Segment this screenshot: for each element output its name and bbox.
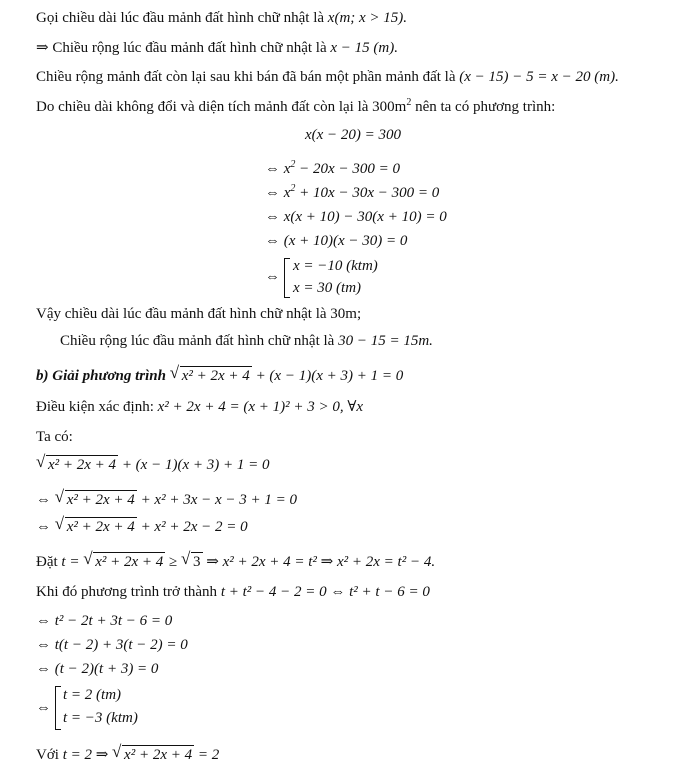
text-line-3 [36,67,619,87]
equation-5: ⇔ (x + 10)(x − 30) = 0 [265,233,408,249]
equation-3-b: + 10x − 30x − 300 = 0 [295,185,440,201]
f2-sqrt: √ x² + 2x + 4 [54,487,135,508]
transformed-line [36,582,430,602]
width-expr: x − 15 (m). [330,40,398,56]
text-line-4 [36,97,555,117]
substitution-radicand-2: 3 [193,554,201,570]
case-bracket-1 [284,258,290,298]
transformed-expr: t + t² − 4 − 2 = 0 ⇔ t² + t − 6 = 0 [220,584,430,600]
ta-co: Ta có: [36,429,73,445]
equation-2-a: ⇔ x [265,161,291,177]
part-b-radicand: x² + 2x + 4 [181,368,250,384]
case-2-row-1: t = 2 (tm) [63,687,122,703]
area-text-end: nên ta có phương trình: [415,99,556,115]
text-line-2 [36,38,398,58]
area-exponent: 2 [406,97,412,108]
case-1-row-2: x = 30 (tm) [293,280,362,296]
substitution-label: Đặt [36,554,58,570]
substitution-geq: ≥ [169,554,178,570]
remaining-width-text: Chiều rộng mảnh đất còn lại sau khi bán đã bán một phần mảnh đất là [36,69,456,85]
conclusion-expr: 30 − 15 = 15m. [338,333,433,349]
equation-2 [265,159,400,179]
intro-text: Gọi chiều dài lúc đầu mảnh đất hình chữ nhật là [36,10,325,26]
conclusion-line-1: Vậy chiều dài lúc đầu mảnh đất hình chữ nhật là 30m; [36,306,362,322]
condition-label: Điều kiện xác định: [36,399,154,415]
f3-rest: + x² + 2x − 2 = 0 [136,519,248,535]
f2-radicand: x² + 2x + 4 [66,492,135,508]
substitution-line [36,549,436,572]
conclusion-text: Chiều rộng lúc đầu mảnh đất hình chữ nhật là [60,333,335,349]
case-1-row-1: x = −10 (ktm) [293,258,378,274]
condition-line [36,397,363,417]
equation-2-exp: 2 [290,159,296,170]
f2-rest: + x² + 3x − x − 3 + 1 = 0 [136,492,298,508]
f1-sqrt: √ x² + 2x + 4 [36,452,117,473]
step-f3 [36,514,248,537]
f3-sqrt: √ x² + 2x + 4 [54,514,135,535]
area-text: Do chiều dài không đổi và diện tích mảnh đất còn lại là 300m [36,99,407,115]
substitution-sqrt-2: √ 3 [181,549,201,570]
f1-rest: + (x − 1)(x + 3) + 1 = 0 [118,457,270,473]
part-b-rest: + (x − 1)(x + 3) + 1 = 0 [251,368,404,384]
step-f2 [36,487,298,510]
case-bracket-2 [55,686,61,730]
conclusion-line-2 [60,331,433,351]
substitution-result: ⇒ x² + 2x + 4 = t² ⇒ x² + 2x = t² − 4. [206,554,436,570]
equation-3-a: ⇔ x [265,185,291,201]
with-t-expr: t = 2 ⇒ [62,747,109,763]
substitution-radicand-1: x² + 2x + 4 [95,554,164,570]
transformed-label: Khi đó phương trình trở thành [36,584,218,600]
f3-radicand: x² + 2x + 4 [66,519,135,535]
step-g1: ⇔ t² − 2t + 3t − 6 = 0 [36,613,173,629]
text-line-1 [36,8,407,28]
with-radicand: x² + 2x + 4 [124,747,193,763]
step-g4-arrow: ⇔ [36,700,51,716]
equation-4: ⇔ x(x + 10) − 30(x + 10) = 0 [265,209,447,225]
step-g3: ⇔ (t − 2)(t + 3) = 0 [36,661,159,677]
with-t-line [36,742,220,765]
equation-2-b: − 20x − 300 = 0 [295,161,400,177]
equation-3 [265,183,439,203]
f2-arrow: ⇔ [36,492,51,508]
equation-1: x(x − 20) = 300 [305,127,402,143]
f3-arrow: ⇔ [36,519,51,535]
equation-6-arrow: ⇔ [265,269,280,285]
with-label: Với [36,747,59,763]
part-b-sqrt: √ x² + 2x + 4 [169,363,250,384]
step-g2: ⇔ t(t − 2) + 3(t − 2) = 0 [36,637,188,653]
with-result: = 2 [194,747,220,763]
width-text: ⇒ Chiều rộng lúc đầu mảnh đất hình chữ nhật là [36,40,327,56]
step-f1 [36,452,270,475]
remaining-width-expr: (x − 15) − 5 = x − 20 (m). [459,69,619,85]
part-b-title: b) Giải phương trình [36,368,166,384]
substitution-t: t = [61,554,80,570]
equation-3-exp: 2 [290,183,296,194]
condition-expr: x² + 2x + 4 = (x + 1)² + 3 > 0, ∀x [157,399,364,415]
with-sqrt: √ x² + 2x + 4 [112,742,193,763]
part-b-heading [36,363,404,386]
substitution-sqrt-1: √ x² + 2x + 4 [83,549,164,570]
length-var: x(m; x > 15). [327,10,408,26]
f1-radicand: x² + 2x + 4 [48,457,117,473]
case-2-row-2: t = −3 (ktm) [63,710,138,726]
